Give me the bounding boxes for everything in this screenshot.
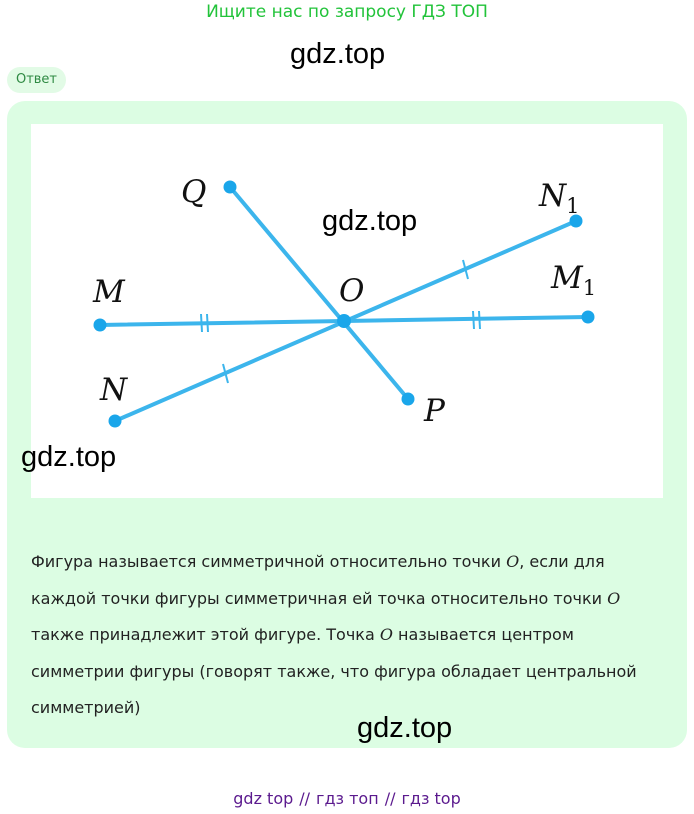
math-o: O [607, 588, 621, 608]
symmetry-figure [31, 124, 663, 498]
footer-link-gdz-top-mixed[interactable]: гдз top [401, 789, 461, 808]
point-m1 [582, 311, 595, 324]
math-o: O [379, 625, 393, 644]
label-o: O [339, 273, 365, 309]
definition-part: , если для каждой точки фигуры симметричная ей точка относительно точки [31, 552, 608, 608]
label-n: N [100, 372, 128, 408]
point-p [402, 393, 415, 406]
label-p: P [424, 393, 445, 429]
footer-links [0, 788, 694, 810]
label-m: M [93, 274, 125, 310]
definition-part: также принадлежит этой фигуре. Точка [31, 625, 380, 644]
footer-separator: // [384, 789, 396, 808]
point-o [337, 314, 351, 328]
tick-om1-1 [473, 311, 474, 329]
point-m [94, 319, 107, 332]
footer-link-gdz-top[interactable]: gdz top [233, 789, 294, 808]
label-m1: $M_1$ [551, 260, 597, 300]
footer-separator: // [299, 789, 311, 808]
point-q [224, 181, 237, 194]
definition-text [31, 544, 661, 727]
answer-tag: Ответ [7, 67, 66, 93]
definition-part: называется центром симметрии фигуры (говорят также, что фигура обладает центральной симметрией) [31, 625, 637, 717]
label-q: Q [181, 174, 207, 210]
search-banner: Ищите нас по запросу ГДЗ ТОП [206, 2, 488, 22]
definition-part: Фигура называется симметричной относительно точки [31, 552, 507, 571]
footer-link-gdz-top-ru[interactable]: гдз топ [316, 789, 379, 808]
watermark: gdz.top [322, 205, 418, 237]
math-o: O [506, 552, 520, 571]
watermark: gdz.top [290, 38, 386, 70]
tick-mo-1 [201, 314, 202, 332]
label-n1: $N_1$ [539, 178, 580, 218]
tick-om1-2 [479, 311, 480, 329]
point-n [109, 415, 122, 428]
watermark: gdz.top [21, 441, 117, 473]
tick-mo-2 [207, 314, 208, 332]
watermark: gdz.top [357, 712, 453, 744]
symmetry-diagram [31, 124, 663, 498]
